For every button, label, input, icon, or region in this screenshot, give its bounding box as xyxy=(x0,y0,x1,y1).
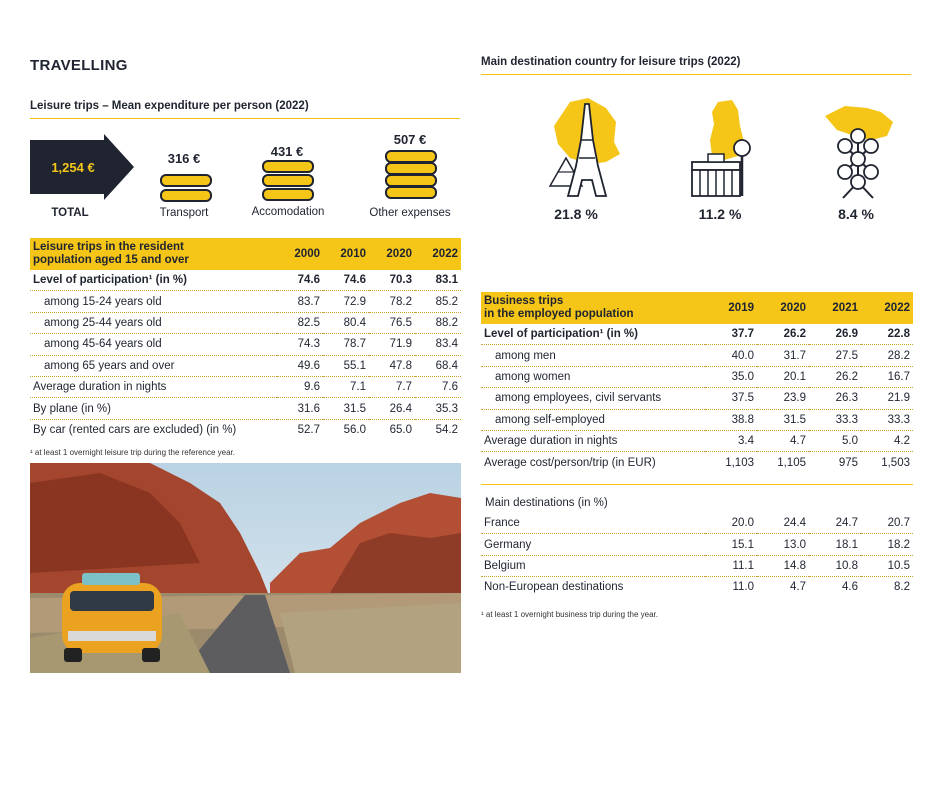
row-value: 13.0 xyxy=(757,534,809,555)
row-value: 56.0 xyxy=(343,423,366,436)
row-value: 76.5 xyxy=(369,312,415,333)
table-row xyxy=(30,355,461,376)
row-value: 40.0 xyxy=(705,345,757,366)
table-row xyxy=(30,376,461,397)
row-value: 7.1 xyxy=(323,376,369,397)
business-footnote: ¹ at least 1 overnight business trip during the year. xyxy=(481,610,658,619)
row-value: 14.8 xyxy=(757,555,809,576)
row-value: 88.2 xyxy=(415,312,461,333)
table-row xyxy=(481,409,913,430)
row-value: 16.7 xyxy=(861,366,913,387)
table-header xyxy=(30,238,461,270)
row-value: 26.3 xyxy=(809,388,861,409)
expenditure-rule xyxy=(30,118,460,119)
leisure-footnote: ¹ at least 1 overnight leisure trip during the reference year. xyxy=(30,448,235,457)
table-row xyxy=(30,398,461,419)
row-label: among men xyxy=(481,345,705,366)
row-value: 31.7 xyxy=(757,345,809,366)
row-label: By plane (in %) xyxy=(30,398,277,419)
row-value: 3.4 xyxy=(705,430,757,451)
table-row xyxy=(481,345,913,366)
row-value: 24.4 xyxy=(757,513,809,534)
row-label: among employees, civil servants xyxy=(481,388,705,409)
row-value: 4.2 xyxy=(861,430,913,451)
table-row xyxy=(30,270,461,291)
germany-brandenburg-gate-icon xyxy=(678,96,762,200)
year-header: 2019 xyxy=(705,292,757,324)
table-row xyxy=(481,513,913,534)
row-value: 37.5 xyxy=(705,388,757,409)
row-label: Level of participation¹ (in %) xyxy=(30,270,277,291)
row-value: 83.1 xyxy=(415,270,461,291)
other-coins-icon xyxy=(385,150,437,206)
row-value: 49.6 xyxy=(277,355,323,376)
row-value: 70.3 xyxy=(369,270,415,291)
year-header: 2021 xyxy=(809,292,861,324)
accommodation-value: 431 € xyxy=(270,144,304,159)
row-value: 71.9 xyxy=(369,334,415,355)
road-trip-photo xyxy=(30,463,461,673)
year-header: 2000 xyxy=(277,238,323,270)
row-value: 26.2 xyxy=(757,324,809,345)
year-header: 2020 xyxy=(369,238,415,270)
table-header-label xyxy=(481,292,705,324)
row-value: 24.7 xyxy=(809,513,861,534)
total-value: 1,254 € xyxy=(51,160,95,175)
row-label: Average cost/person/trip (in EUR) xyxy=(484,456,656,469)
row-label: Average duration in nights xyxy=(481,430,705,451)
transport-value: 316 € xyxy=(167,151,201,166)
row-value: 11.1 xyxy=(705,555,757,576)
row-value: 78.7 xyxy=(323,334,369,355)
row-value: 31.6 xyxy=(277,398,323,419)
row-value: 37.7 xyxy=(705,324,757,345)
row-value: 4.6 xyxy=(842,581,858,594)
row-value: 18.2 xyxy=(861,534,913,555)
row-value: 26.9 xyxy=(809,324,861,345)
row-value: 33.3 xyxy=(861,409,913,430)
row-value: 4.7 xyxy=(790,581,806,594)
row-value: 7.6 xyxy=(415,376,461,397)
expenditure-subtitle: Leisure trips – Mean expenditure per person (2022) xyxy=(30,100,309,112)
row-value: 11.0 xyxy=(732,581,754,594)
year-header: 2020 xyxy=(757,292,809,324)
table-row xyxy=(30,334,461,355)
row-label: France xyxy=(481,513,705,534)
row-value: 72.9 xyxy=(323,291,369,312)
row-value: 65.0 xyxy=(389,423,412,436)
row-value: 21.9 xyxy=(861,388,913,409)
year-header: 2010 xyxy=(323,238,369,270)
row-value: 975 xyxy=(838,456,858,469)
accommodation-coins-icon xyxy=(262,160,314,204)
row-value: 74.6 xyxy=(323,270,369,291)
other-value: 507 € xyxy=(393,132,427,147)
table-row xyxy=(481,324,913,345)
row-value: 38.8 xyxy=(705,409,757,430)
row-value: 35.0 xyxy=(705,366,757,387)
row-value: 54.2 xyxy=(435,423,458,436)
row-label: By car (rented cars are excluded) (in %) xyxy=(33,423,237,436)
row-value: 35.3 xyxy=(415,398,461,419)
row-value: 83.7 xyxy=(277,291,323,312)
year-header: 2022 xyxy=(861,292,913,324)
row-value: 31.5 xyxy=(757,409,809,430)
header-line: population aged 15 and over xyxy=(33,254,189,266)
destinations-subtitle: Main destination country for leisure trips (2022) xyxy=(481,56,741,68)
destination-value-germany: 11.2 % xyxy=(698,206,742,222)
page-title: TRAVELLING xyxy=(30,57,128,74)
row-value: 10.5 xyxy=(861,555,913,576)
row-value: 20.7 xyxy=(861,513,913,534)
row-label: Level of participation¹ (in %) xyxy=(481,324,705,345)
row-value: 80.4 xyxy=(323,312,369,333)
destination-value-belgium: 8.4 % xyxy=(838,206,874,222)
table-row xyxy=(30,291,461,312)
business-trips-table xyxy=(481,292,913,473)
row-value: 15.1 xyxy=(705,534,757,555)
row-value: 74.3 xyxy=(277,334,323,355)
table-row xyxy=(481,430,913,451)
table-row xyxy=(481,452,913,473)
row-value: 8.2 xyxy=(894,581,910,594)
row-value: 22.8 xyxy=(861,324,913,345)
destination-value-france: 21.8 % xyxy=(554,206,598,222)
row-value: 1,103 xyxy=(725,456,754,469)
row-value: 4.7 xyxy=(757,430,809,451)
table-row xyxy=(481,388,913,409)
row-value: 26.4 xyxy=(369,398,415,419)
row-value: 9.6 xyxy=(277,376,323,397)
row-label: Belgium xyxy=(481,555,705,576)
row-value: 7.7 xyxy=(369,376,415,397)
main-destinations-table xyxy=(481,513,913,598)
leisure-trips-table xyxy=(30,238,461,440)
belgium-atomium-icon xyxy=(815,96,901,200)
row-label: among 45-64 years old xyxy=(30,334,277,355)
row-value: 55.1 xyxy=(323,355,369,376)
row-value: 1,105 xyxy=(777,456,806,469)
row-value: 20.0 xyxy=(705,513,757,534)
main-destinations-heading: Main destinations (in %) xyxy=(485,497,608,509)
row-label: among 65 years and over xyxy=(30,355,277,376)
row-label: Non-European destinations xyxy=(484,581,624,594)
row-value: 78.2 xyxy=(369,291,415,312)
transport-label: Transport xyxy=(159,207,209,219)
row-value: 47.8 xyxy=(369,355,415,376)
destinations-rule xyxy=(481,74,911,75)
row-value: 52.7 xyxy=(297,423,320,436)
accommodation-label: Accomodation xyxy=(251,206,325,218)
row-value: 18.1 xyxy=(809,534,861,555)
row-label: Germany xyxy=(481,534,705,555)
row-value: 10.8 xyxy=(809,555,861,576)
other-label: Other expenses xyxy=(369,207,451,219)
row-value: 33.3 xyxy=(809,409,861,430)
destinations-table-rule xyxy=(481,484,913,485)
row-value: 23.9 xyxy=(757,388,809,409)
table-row xyxy=(481,577,913,598)
row-value: 82.5 xyxy=(277,312,323,333)
row-value: 1,503 xyxy=(881,456,910,469)
row-value: 83.4 xyxy=(415,334,461,355)
row-label: among self-employed xyxy=(481,409,705,430)
table-row xyxy=(30,419,461,440)
row-label: among women xyxy=(481,366,705,387)
row-value: 68.4 xyxy=(415,355,461,376)
table-row xyxy=(481,555,913,576)
year-header: 2022 xyxy=(415,238,461,270)
transport-coins-icon xyxy=(160,174,212,204)
row-label: among 15-24 years old xyxy=(30,291,277,312)
row-value: 85.2 xyxy=(415,291,461,312)
header-line: Leisure trips in the resident xyxy=(33,241,184,253)
table-row xyxy=(481,534,913,555)
row-label: Average duration in nights xyxy=(30,376,277,397)
table-row xyxy=(481,366,913,387)
header-line: in the employed population xyxy=(484,308,634,320)
row-label: among 25-44 years old xyxy=(30,312,277,333)
table-header xyxy=(481,292,913,324)
row-value: 28.2 xyxy=(861,345,913,366)
row-value: 26.2 xyxy=(809,366,861,387)
row-value: 74.6 xyxy=(277,270,323,291)
total-label: TOTAL xyxy=(51,207,89,219)
row-value: 20.1 xyxy=(757,366,809,387)
table-row xyxy=(30,312,461,333)
france-eiffel-tower-icon xyxy=(540,96,630,200)
table-header-label xyxy=(30,238,277,270)
header-line: Business trips xyxy=(484,295,564,307)
row-value: 5.0 xyxy=(809,430,861,451)
row-value: 27.5 xyxy=(809,345,861,366)
row-value: 31.5 xyxy=(323,398,369,419)
